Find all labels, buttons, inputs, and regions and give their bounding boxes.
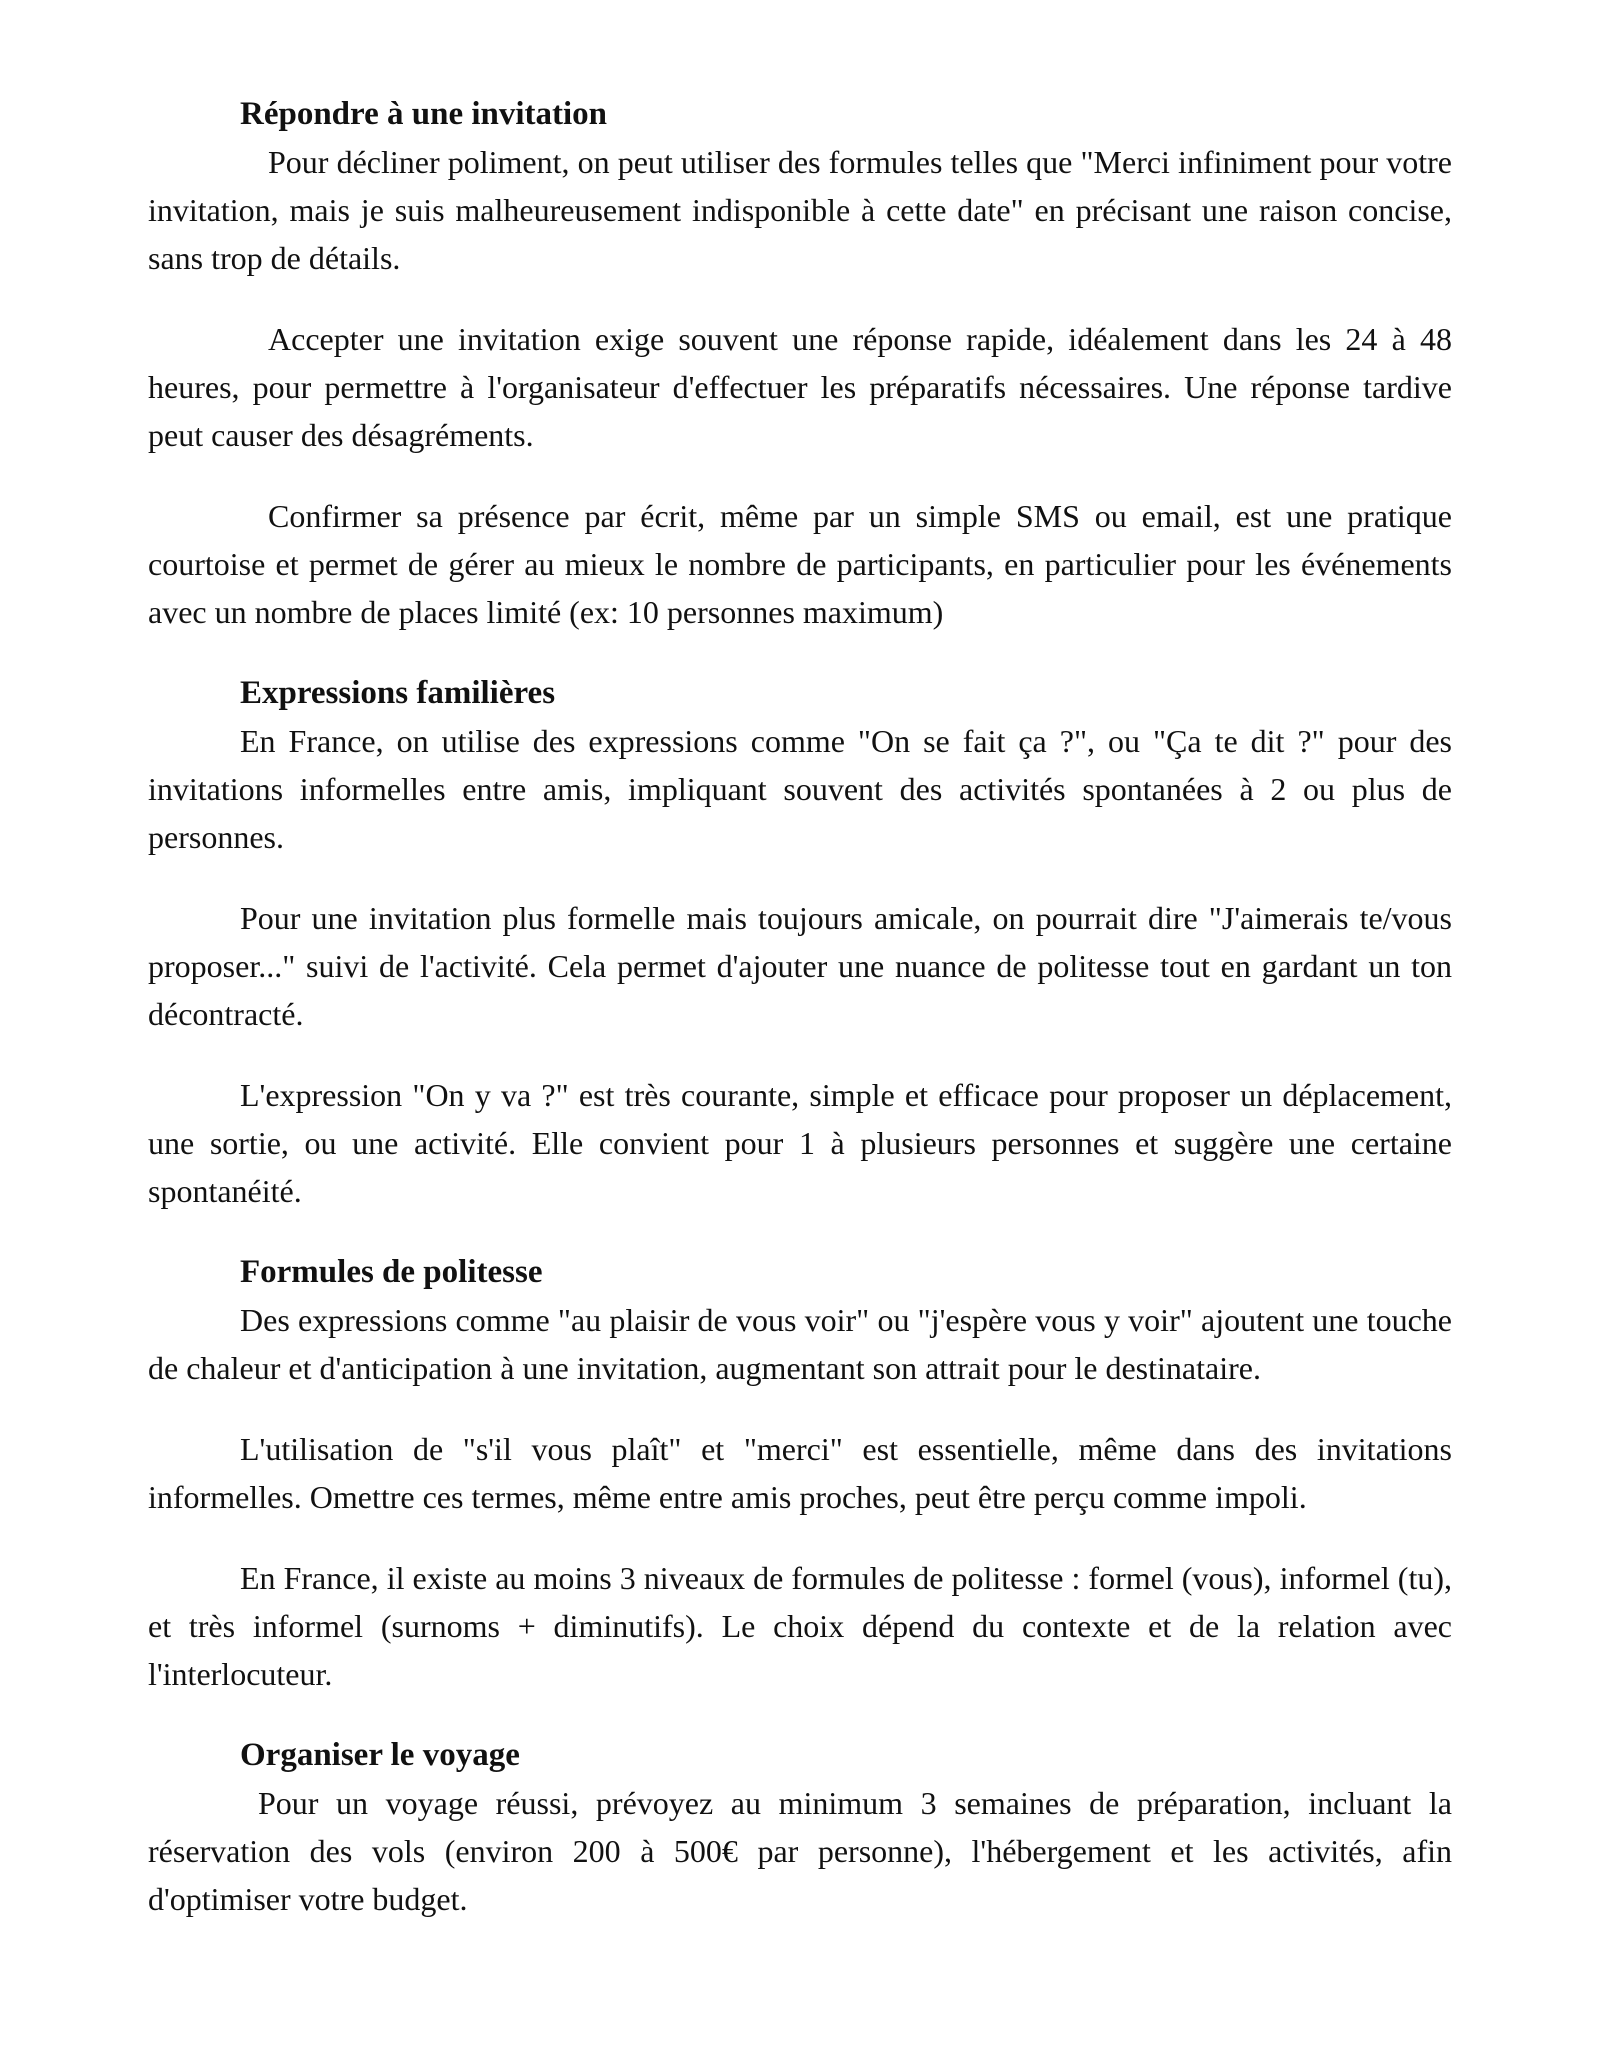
paragraph: L'utilisation de "s'il vous plaît" et "merci" est essentielle, même dans des invitations informelles. Omettre ces termes, même entre amis proches, peut être perçu comme impoli. xyxy=(148,1431,1452,1515)
section-heading: Organiser le voyage xyxy=(240,1737,520,1773)
paragraph: Confirmer sa présence par écrit, même par un simple SMS ou email, est une pratique courtoise et permet de gérer au mieux le nombre de participants, en particulier pour les événements avec un nombre de places limité (ex: 10 personnes maximum) xyxy=(148,498,1452,630)
paragraph: En France, on utilise des expressions comme "On se fait ça ?", ou "Ça te dit ?" pour des invitations informelles entre amis, impliquant souvent des activités spontanées à 2 ou plus de personnes. xyxy=(148,723,1452,855)
section-formules xyxy=(148,1248,1452,1698)
paragraph: Pour un voyage réussi, prévoyez au minimum 3 semaines de préparation, incluant la réservation des vols (environ 200 à 500€ par personne), l'hébergement et les activités, afin d'optimiser votre budget. xyxy=(148,1785,1452,1917)
section-heading: Répondre à une invitation xyxy=(240,96,608,132)
paragraph: Des expressions comme "au plaisir de vous voir" ou "j'espère vous y voir" ajoutent une touche de chaleur et d'anticipation à une invitation, augmentant son attrait pour le destinataire. xyxy=(148,1302,1452,1386)
section-voyage xyxy=(148,1731,1452,1923)
section-heading: Expressions familières xyxy=(240,675,556,711)
paragraph: Accepter une invitation exige souvent une réponse rapide, idéalement dans les 24 à 48 heures, pour permettre à l'organisateur d'effectuer les préparatifs nécessaires. Une réponse tardive peut causer des désagréments. xyxy=(148,321,1452,453)
paragraph: En France, il existe au moins 3 niveaux de formules de politesse : formel (vous), informel (tu), et très informel (surnoms + diminutifs). Le choix dépend du contexte et de la relation avec l'interlocuteur. xyxy=(148,1560,1452,1692)
section-repondre xyxy=(148,90,1452,636)
paragraph: L'expression "On y va ?" est très courante, simple et efficace pour proposer un déplacement, une sortie, ou une activité. Elle convient pour 1 à plusieurs personnes et suggère une certaine spontanéité. xyxy=(148,1077,1452,1209)
document-page xyxy=(148,90,1452,1923)
paragraph: Pour une invitation plus formelle mais toujours amicale, on pourrait dire "J'aimerais te/vous proposer..." suivi de l'activité. Cela permet d'ajouter une nuance de politesse tout en gardant un ton décontracté. xyxy=(148,900,1452,1032)
paragraph: Pour décliner poliment, on peut utiliser des formules telles que "Merci infiniment pour votre invitation, mais je suis malheureusement indisponible à cette date" en précisant une raison concise, sans trop de détails. xyxy=(148,144,1452,276)
section-heading: Formules de politesse xyxy=(240,1254,543,1290)
section-expressions xyxy=(148,669,1452,1215)
